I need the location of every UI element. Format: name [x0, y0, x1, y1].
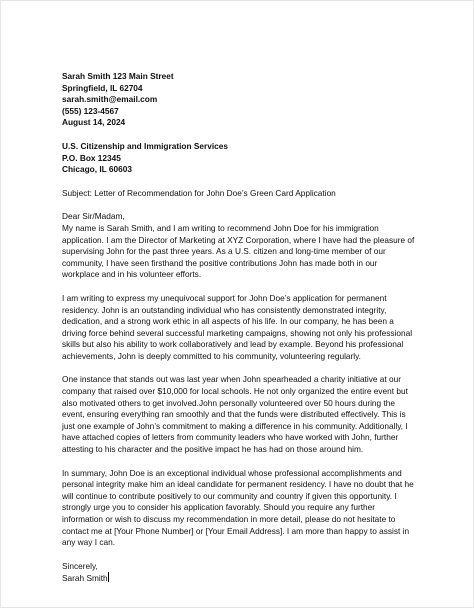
- paragraph-line: contact me at [Your Phone Number] or [Your Email Address]. I am more than happy to assist in: [62, 525, 410, 536]
- sender-city-state-zip: Springfield, IL 62704: [62, 82, 143, 93]
- letter-body: [62, 71, 422, 585]
- paragraph-line: supervising John for the past three years. As a U.S. citizen and long-time member of our: [62, 246, 386, 257]
- closing: Sincerely,: [62, 560, 98, 571]
- subject-line: Subject: Letter of Recommendation for John Doe’s Green Card Application: [62, 187, 336, 198]
- paragraph-line: workplace and in his volunteer efforts.: [62, 269, 202, 280]
- paragraph-line: will continue to contribute positively to our community and country if given this opportunity. I: [62, 490, 397, 501]
- paragraph-4: [62, 468, 422, 549]
- recipient-city-state-zip: Chicago, IL 60603: [62, 164, 132, 175]
- paragraph-line: community, I have seen firsthand the positive contributions John has made both in our: [62, 257, 378, 268]
- paragraph-line: I am writing to express my unequivocal support for John Doe’s application for permanent: [62, 292, 387, 303]
- paragraph-1: [62, 223, 422, 281]
- paragraph-line: also motivated others to get involved.John personally volunteered over 50 hours during the: [62, 397, 396, 408]
- sender-email: sarah.smith@email.com: [62, 94, 158, 105]
- paragraph-line: have attached copies of letters from community leaders who have worked with John, further: [62, 432, 399, 443]
- signature-name: Sarah Smith: [62, 573, 108, 584]
- paragraph-line: information or wish to discuss my recommendation in more detail, please do not hesitate to: [62, 514, 396, 524]
- letter-date: August 14, 2024: [62, 117, 126, 128]
- paragraph-line: event, ensuring everything ran smoothly and that the funds were distributed effectively. This is: [62, 409, 406, 420]
- paragraph-line: any way I can.: [62, 537, 116, 548]
- sender-block: [62, 71, 422, 129]
- paragraph-line: One instance that stands out was last year when John spearheaded a charity initiative at our: [62, 374, 401, 385]
- paragraph-line: attesting to his character and the positive impact he has had on those around him.: [62, 444, 364, 455]
- sender-name-address: Sarah Smith 123 Main Street: [62, 71, 174, 81]
- paragraph-line: skills but also his ability to work collaboratively and lead by example. Beyond his professional: [62, 339, 404, 350]
- paragraph-line: In summary, John Doe is an exceptional individual whose professional accomplishments and: [62, 467, 402, 478]
- paragraph-line: achievements, John is deeply committed to his community, volunteering regularly.: [62, 350, 361, 361]
- text-cursor: [108, 572, 109, 582]
- paragraph-line: application. I am the Director of Marketing at XYZ Corporation, where I have had the pleasure of: [62, 234, 415, 245]
- paragraph-line: residency. John is an outstanding individual who has consistently demonstrated integrity,: [62, 304, 387, 315]
- signature-line[interactable]: [62, 572, 422, 585]
- salutation: Dear Sir/Madam,: [62, 211, 125, 222]
- recipient-block: [62, 141, 422, 176]
- paragraph-line: driving force behind several successful marketing campaigns, showing not only his professional: [62, 327, 413, 338]
- paragraph-line: My name is Sarah Smith, and I am writing to recommend John Doe for his immigration: [62, 222, 379, 233]
- paragraph-line: just one example of John’s commitment to making a difference in his community. Additionally, I: [62, 420, 408, 431]
- recipient-org: U.S. Citizenship and Immigration Services: [62, 140, 228, 151]
- paragraph-line: company that raised over $10,000 for local schools. He not only organized the entire event but: [62, 386, 408, 397]
- paragraph-line: strongly urge you to consider his application favorably. Should you require any further: [62, 502, 376, 513]
- sender-phone: (555) 123-4567: [62, 105, 119, 116]
- paragraph-3: [62, 374, 422, 455]
- paragraph-2: [62, 293, 422, 363]
- recipient-po-box: P.O. Box 12345: [62, 152, 121, 163]
- paragraph-line: personal integrity make him an ideal candidate for permanent residency. I have no doubt that he: [62, 479, 414, 490]
- paragraph-line: dedication, and a strong work ethic in all aspects of his life. In our company, he has been a: [62, 316, 394, 327]
